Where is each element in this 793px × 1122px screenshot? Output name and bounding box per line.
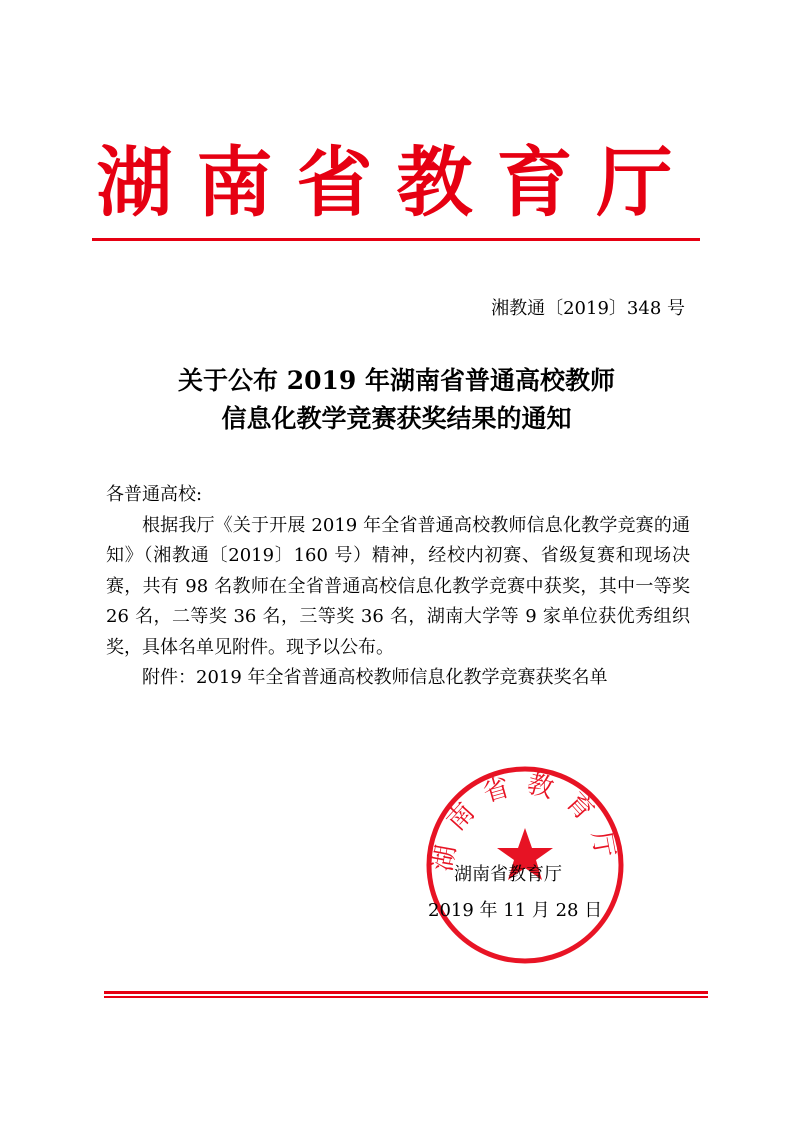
seal-text: 湖南省教育厅 — [427, 768, 623, 874]
masthead-title: 湖南省教育厅 — [96, 138, 697, 227]
salutation: 各普通高校: — [106, 484, 203, 505]
body-paragraph: 根据我厅《关于开展 2019 年全省普通高校教师信息化教学竞赛的通知》（湘教通〔2019〕160 号）精神，经校内初赛、省级复赛和现场决赛，共有 98 名教师在全省普通高校信息化教学竞赛中获奖，其中一等奖 26 名，二等奖 36 名，三等奖 36 名，湖南大学等 9 家单位获优秀组织奖，具体名单见附件。现予以公布。 — [106, 514, 690, 658]
footer-divider-thin — [104, 996, 708, 998]
notice-title-line-1: 关于公布 2019 年湖南省普通高校教师 — [178, 366, 615, 395]
notice-body — [106, 480, 690, 694]
attachment-line: 附件：2019 年全省普通高校教师信息化教学竞赛获奖名单 — [142, 667, 608, 688]
masthead-divider — [92, 238, 700, 241]
document-number: 湘教通〔2019〕348 号 — [491, 298, 685, 319]
signature-org: 湖南省教育厅 — [454, 864, 562, 885]
signature-date: 2019 年 11 月 28 日 — [428, 900, 603, 921]
notice-title-line-2: 信息化教学竞赛获奖结果的通知 — [221, 404, 572, 433]
footer-divider-thick — [104, 991, 708, 994]
